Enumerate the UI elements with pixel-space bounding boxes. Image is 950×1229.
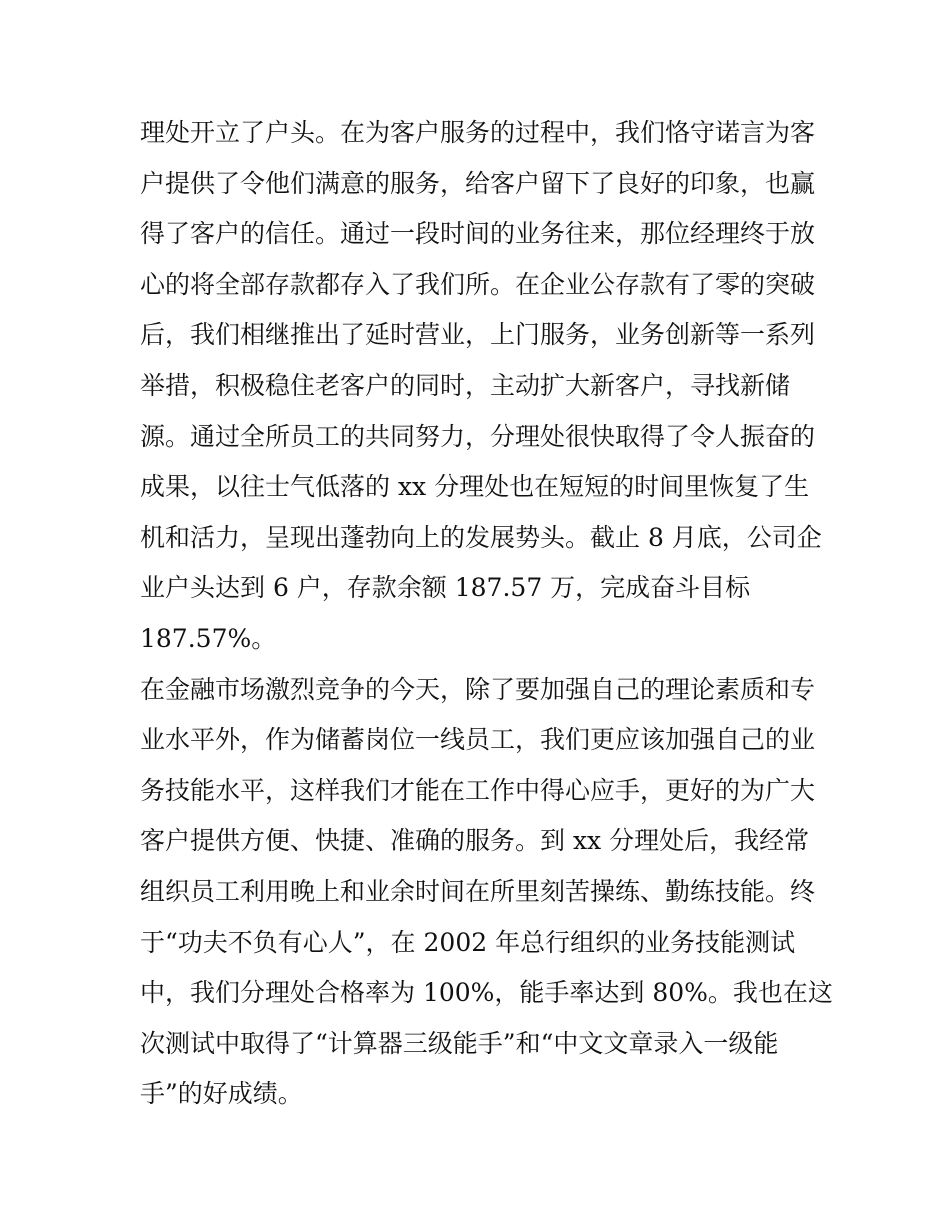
text-line: 户提供了令他们满意的服务，给客户留下了良好的印象，也赢 bbox=[140, 168, 816, 198]
text-line: 业水平外，作为储蓄岗位一线员工，我们更应该加强自己的业 bbox=[140, 725, 816, 755]
text-line: 源。通过全所员工的共同努力，分理处很快取得了令人振奋的 bbox=[140, 421, 816, 451]
text-line: 于“功夫不负有心人”，在 2002 年总行组织的业务技能测试 bbox=[140, 927, 796, 957]
paragraph-2 bbox=[140, 665, 833, 1120]
text-line: 客户提供方便、快捷、准确的服务。到 xx 分理处后，我经常 bbox=[140, 826, 810, 856]
text-line: 得了客户的信任。通过一段时间的业务往来，那位经理终于放 bbox=[140, 219, 816, 249]
text-line: 次测试中取得了“计算器三级能手”和“中文文章录入一级能 bbox=[140, 1028, 779, 1058]
body-text bbox=[140, 108, 833, 1120]
text-line: 中，我们分理处合格率为 100%，能手率达到 80%。我也在这 bbox=[140, 978, 833, 1008]
text-line: 成果，以往士气低落的 xx 分理处也在短短的时间里恢复了生 bbox=[140, 472, 810, 502]
text-line: 手”的好成绩。 bbox=[140, 1079, 303, 1109]
text-line: 举措，积极稳住老客户的同时，主动扩大新客户，寻找新储 bbox=[140, 370, 791, 400]
text-line: 组织员工利用晚上和业余时间在所里刻苦操练、勤练技能。终 bbox=[140, 876, 816, 906]
text-line: 187.57%。 bbox=[140, 623, 277, 653]
text-line: 机和活力，呈现出蓬勃向上的发展势头。截止 8 月底，公司企 bbox=[140, 522, 822, 552]
paragraph-1 bbox=[140, 108, 830, 665]
text-line: 务技能水平，这样我们才能在工作中得心应手，更好的为广大 bbox=[140, 775, 816, 805]
text-line: 业户头达到 6 户，存款余额 187.57 万，完成奋斗目标 bbox=[140, 573, 751, 603]
text-line: 在金融市场激烈竞争的今天，除了要加强自己的理论素质和专 bbox=[140, 674, 816, 704]
text-line: 心的将全部存款都存入了我们所。在企业公存款有了零的突破 bbox=[140, 269, 816, 299]
text-line: 理处开立了户头。在为客户服务的过程中，我们恪守诺言为客 bbox=[140, 118, 816, 147]
text-line: 后，我们相继推出了延时营业，上门服务，业务创新等一系列 bbox=[140, 320, 816, 350]
